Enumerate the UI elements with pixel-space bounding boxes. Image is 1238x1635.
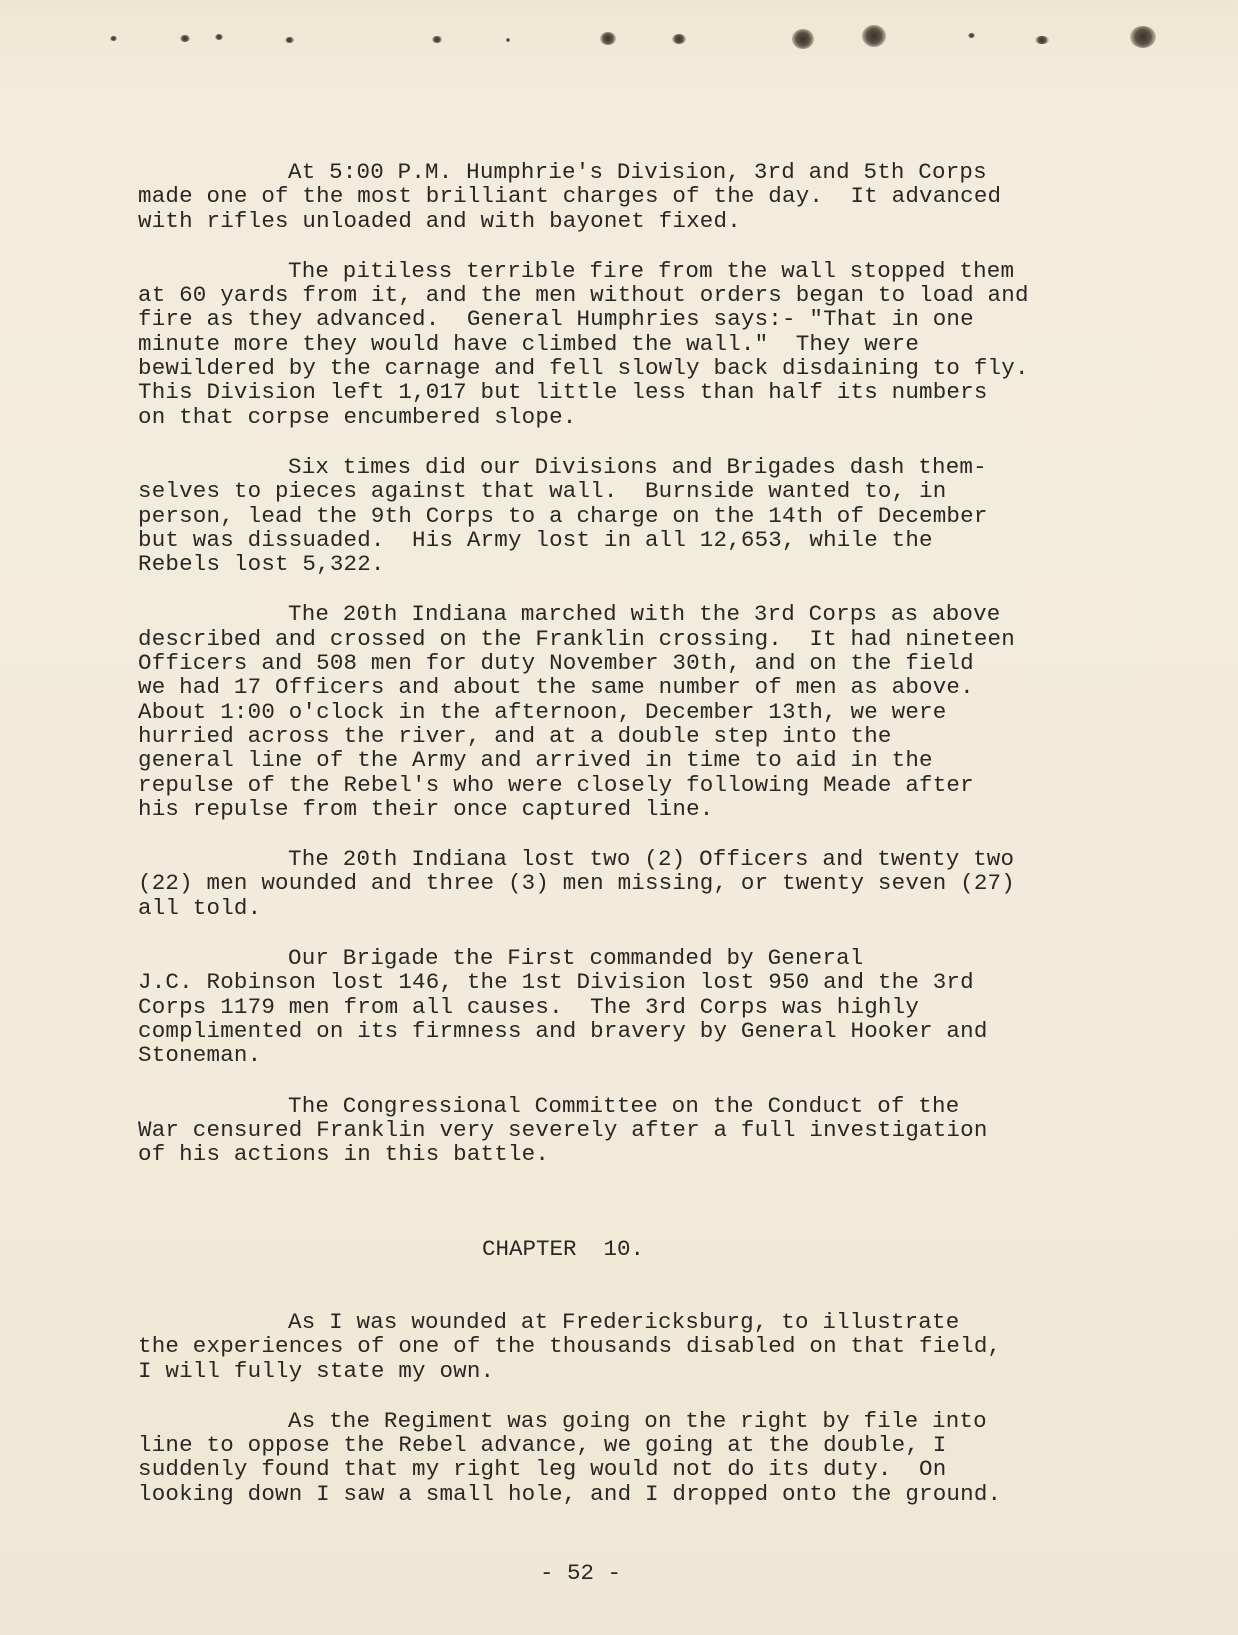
- text-line: Rebels lost 5,322.: [138, 551, 385, 578]
- paragraph: [138, 160, 1118, 233]
- text-line: at 60 yards from it, and the men without orders began to load and: [138, 282, 1029, 309]
- text-line: As I was wounded at Fredericksburg, to illustrate: [288, 1309, 960, 1335]
- text-line: I will fully state my own.: [138, 1357, 495, 1384]
- text-line: looking down I saw a small hole, and I dropped onto the ground.: [138, 1480, 1002, 1507]
- chapter-body-text: [138, 1310, 1118, 1532]
- text-line: Corps 1179 men from all causes. The 3rd Corps was highly: [138, 993, 920, 1020]
- text-line: but was dissuaded. His Army lost in all 12,653, while the: [138, 526, 933, 553]
- punch-hole: [1035, 36, 1049, 44]
- chapter-heading: CHAPTER 10.: [482, 1236, 645, 1262]
- text-line: At 5:00 P.M. Humphrie's Division, 3rd and 5th Corps: [288, 159, 987, 185]
- punch-hole: [432, 36, 442, 43]
- text-line: J.C. Robinson lost 146, the 1st Division lost 950 and the 3rd: [138, 969, 974, 996]
- text-line: About 1:00 o'clock in the afternoon, December 13th, we were: [138, 698, 947, 725]
- punch-hole: [968, 33, 975, 38]
- binder-punch-holes: [0, 20, 1238, 60]
- punch-hole: [215, 34, 223, 40]
- page-number: - 52 -: [540, 1560, 622, 1586]
- paragraph: [138, 1310, 1118, 1383]
- punch-hole: [506, 38, 510, 42]
- punch-hole: [600, 32, 616, 45]
- text-line: complimented on its firmness and bravery by General Hooker and: [138, 1017, 988, 1044]
- text-line: the experiences of one of the thousands disabled on that field,: [138, 1333, 1002, 1360]
- punch-hole: [792, 29, 814, 49]
- text-line: Stoneman.: [138, 1042, 262, 1069]
- text-line: on that corpse encumbered slope.: [138, 403, 577, 430]
- text-line: The Congressional Committee on the Conduct of the: [288, 1092, 960, 1119]
- punch-hole: [672, 34, 686, 44]
- text-line: This Division left 1,017 but little less than half its numbers: [138, 379, 988, 406]
- text-line: made one of the most brilliant charges of the day. It advanced: [138, 183, 1002, 210]
- body-text: [138, 160, 1118, 1192]
- text-line: As the Regiment was going on the right by file into: [288, 1407, 987, 1434]
- text-line: with rifles unloaded and with bayonet fixed.: [138, 207, 741, 234]
- text-line: we had 17 Officers and about the same number of men as above.: [138, 674, 974, 701]
- paragraph: [138, 602, 1118, 821]
- text-line: suddenly found that my right leg would not do its duty. On: [138, 1456, 947, 1483]
- paragraph: [138, 1409, 1118, 1506]
- text-line: Six times did our Divisions and Brigades dash them-: [288, 453, 987, 480]
- text-line: his repulse from their once captured line.: [138, 795, 714, 822]
- text-line: (22) men wounded and three (3) men missing, or twenty seven (27): [138, 870, 1015, 897]
- paragraph: [138, 1094, 1118, 1167]
- punch-hole: [180, 35, 190, 42]
- text-line: repulse of the Rebel's who were closely following Meade after: [138, 771, 974, 798]
- text-line: all told.: [138, 894, 262, 921]
- text-line: hurried across the river, and at a double step into the: [138, 722, 892, 749]
- text-line: The 20th Indiana marched with the 3rd Corps as above: [288, 601, 1001, 628]
- punch-hole: [285, 37, 294, 43]
- text-line: minute more they would have climbed the wall." They were: [138, 330, 920, 357]
- text-line: The pitiless terrible fire from the wall stopped them: [288, 257, 1015, 284]
- text-line: bewildered by the carnage and fell slowly back disdaining to fly.: [138, 355, 1029, 382]
- text-line: general line of the Army and arrived in time to aid in the: [138, 747, 933, 774]
- punch-hole: [110, 36, 117, 41]
- text-line: line to oppose the Rebel advance, we going at the double, I: [138, 1432, 947, 1459]
- paragraph: [138, 455, 1118, 576]
- text-line: Officers and 508 men for duty November 30th, and on the field: [138, 650, 974, 677]
- text-line: Our Brigade the First commanded by General: [288, 945, 864, 972]
- punch-hole: [862, 25, 886, 47]
- paragraph: [138, 847, 1118, 920]
- text-line: War censured Franklin very severely after a full investigation: [138, 1116, 988, 1143]
- paragraph: [138, 259, 1118, 429]
- text-line: The 20th Indiana lost two (2) Officers and twenty two: [288, 846, 1015, 873]
- text-line: person, lead the 9th Corps to a charge on the 14th of December: [138, 502, 988, 529]
- text-line: of his actions in this battle.: [138, 1141, 550, 1168]
- text-line: described and crossed on the Franklin crossing. It had nineteen: [138, 625, 1015, 652]
- text-line: fire as they advanced. General Humphries says:- "That in one: [138, 306, 974, 333]
- text-line: selves to pieces against that wall. Burnside wanted to, in: [138, 478, 947, 505]
- paragraph: [138, 946, 1118, 1067]
- punch-hole: [1130, 26, 1156, 48]
